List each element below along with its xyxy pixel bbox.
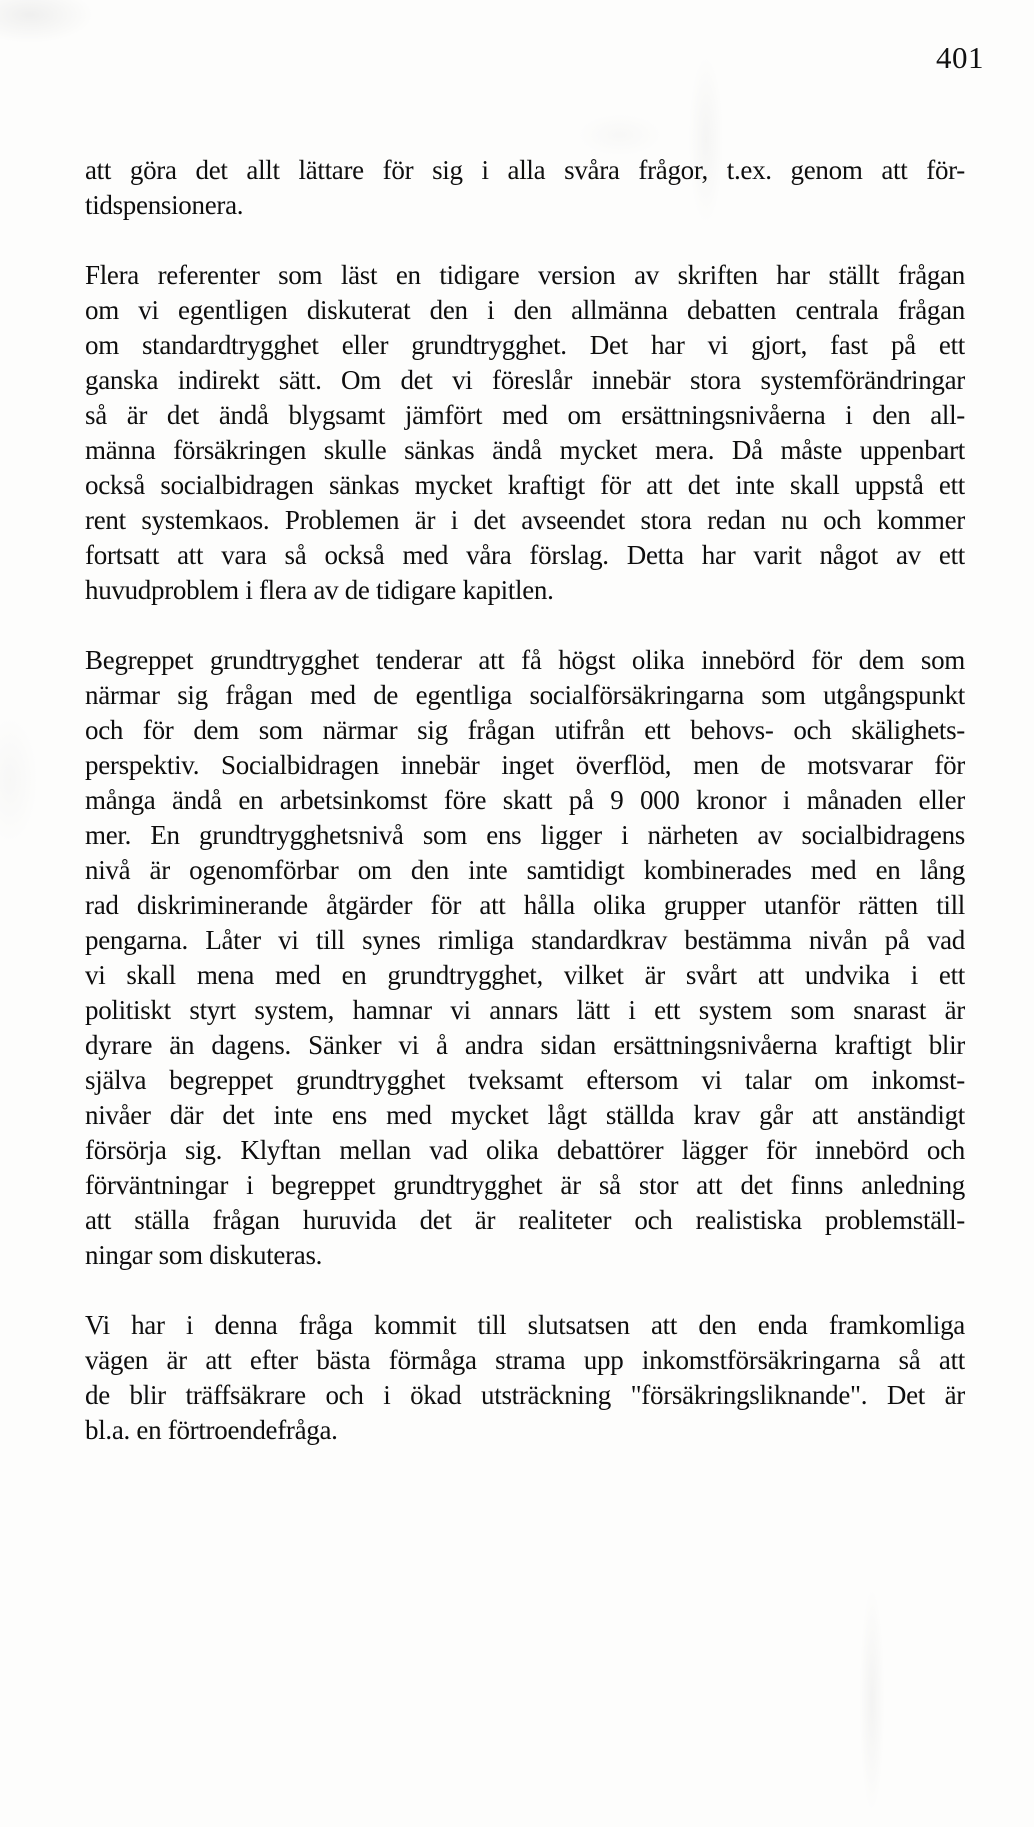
paragraph xyxy=(85,643,965,1273)
text-line: många ändå en arbetsinkomst före skatt på 9 000 kronor i månaden eller xyxy=(85,785,965,815)
text-line: de blir träffsäkrare och i ökad utsträckning "försäkringsliknande". Det är xyxy=(85,1380,965,1410)
paragraph xyxy=(85,258,965,608)
text-line: politiskt styrt system, hamnar vi annars lätt i ett system som snarast är xyxy=(85,995,965,1025)
text-line: så är det ändå blygsamt jämfört med om ersättningsnivåerna i den all- xyxy=(85,400,965,430)
text-line: dyrare än dagens. Sänker vi å andra sidan ersättningsnivåerna kraftigt blir xyxy=(85,1030,965,1060)
body-text-block xyxy=(85,153,965,1483)
paragraph xyxy=(85,1308,965,1448)
text-line: själva begreppet grundtrygghet tveksamt eftersom vi talar om inkomst- xyxy=(85,1065,965,1095)
text-line: också socialbidragen sänkas mycket kraftigt för att det inte skall uppstå ett xyxy=(85,470,965,500)
text-line: och för dem som närmar sig frågan utifrån ett behovs- och skälighets- xyxy=(85,715,965,745)
text-line: mer. En grundtrygghetsnivå som ens ligger i närheten av socialbidragens xyxy=(85,820,965,850)
text-line: förväntningar i begreppet grundtrygghet är så stor att det finns anledning xyxy=(85,1170,965,1200)
text-line: fortsatt att vara så också med våra förslag. Detta har varit något av ett xyxy=(85,540,965,570)
text-line: att göra det allt lättare för sig i alla svåra frågor, t.ex. genom att för- xyxy=(85,155,965,185)
text-line: vägen är att efter bästa förmåga strama upp inkomstförsäkringarna så att xyxy=(85,1345,965,1375)
text-line: Vi har i denna fråga kommit till slutsatsen att den enda framkomliga xyxy=(85,1310,965,1340)
text-line: vi skall mena med en grundtrygghet, vilket är svårt att undvika i ett xyxy=(85,960,965,990)
text-line: ganska indirekt sätt. Om det vi föreslår innebär stora systemförändringar xyxy=(85,365,965,395)
text-line: rent systemkaos. Problemen är i det avseendet stora redan nu och kommer xyxy=(85,505,965,535)
text-line: bl.a. en förtroendefråga. xyxy=(85,1415,338,1445)
text-line: försörja sig. Klyftan mellan vad olika debattörer lägger för innebörd och xyxy=(85,1135,965,1165)
paragraph xyxy=(85,153,965,223)
text-line: huvudproblem i flera av de tidigare kapitlen. xyxy=(85,575,554,605)
text-line: nivå är ogenomförbar om den inte samtidigt kombinerades med en lång xyxy=(85,855,965,885)
text-line: männa försäkringen skulle sänkas ändå mycket mera. Då måste uppenbart xyxy=(85,435,965,465)
text-line: perspektiv. Socialbidragen innebär inget överflöd, men de motsvarar för xyxy=(85,750,965,780)
text-line: Flera referenter som läst en tidigare version av skriften har ställt frågan xyxy=(85,260,965,290)
text-line: att ställa frågan huruvida det är realiteter och realistiska problemställ- xyxy=(85,1205,965,1235)
text-line: ningar som diskuteras. xyxy=(85,1240,323,1270)
text-line: pengarna. Låter vi till synes rimliga standardkrav bestämma nivån på vad xyxy=(85,925,965,955)
text-line: om standardtrygghet eller grundtrygghet. Det har vi gjort, fast på ett xyxy=(85,330,965,360)
page-number: 401 xyxy=(936,40,984,75)
text-line: rad diskriminerande åtgärder för att hålla olika grupper utanför rätten till xyxy=(85,890,965,920)
text-line: närmar sig frågan med de egentliga socialförsäkringarna som utgångspunkt xyxy=(85,680,965,710)
text-line: om vi egentligen diskuterat den i den allmänna debatten centrala frågan xyxy=(85,295,965,325)
text-line: tidspensionera. xyxy=(85,190,244,220)
text-line: nivåer där det inte ens med mycket lågt ställda krav går att anständigt xyxy=(85,1100,965,1130)
text-line: Begreppet grundtrygghet tenderar att få högst olika innebörd för dem som xyxy=(85,645,965,675)
